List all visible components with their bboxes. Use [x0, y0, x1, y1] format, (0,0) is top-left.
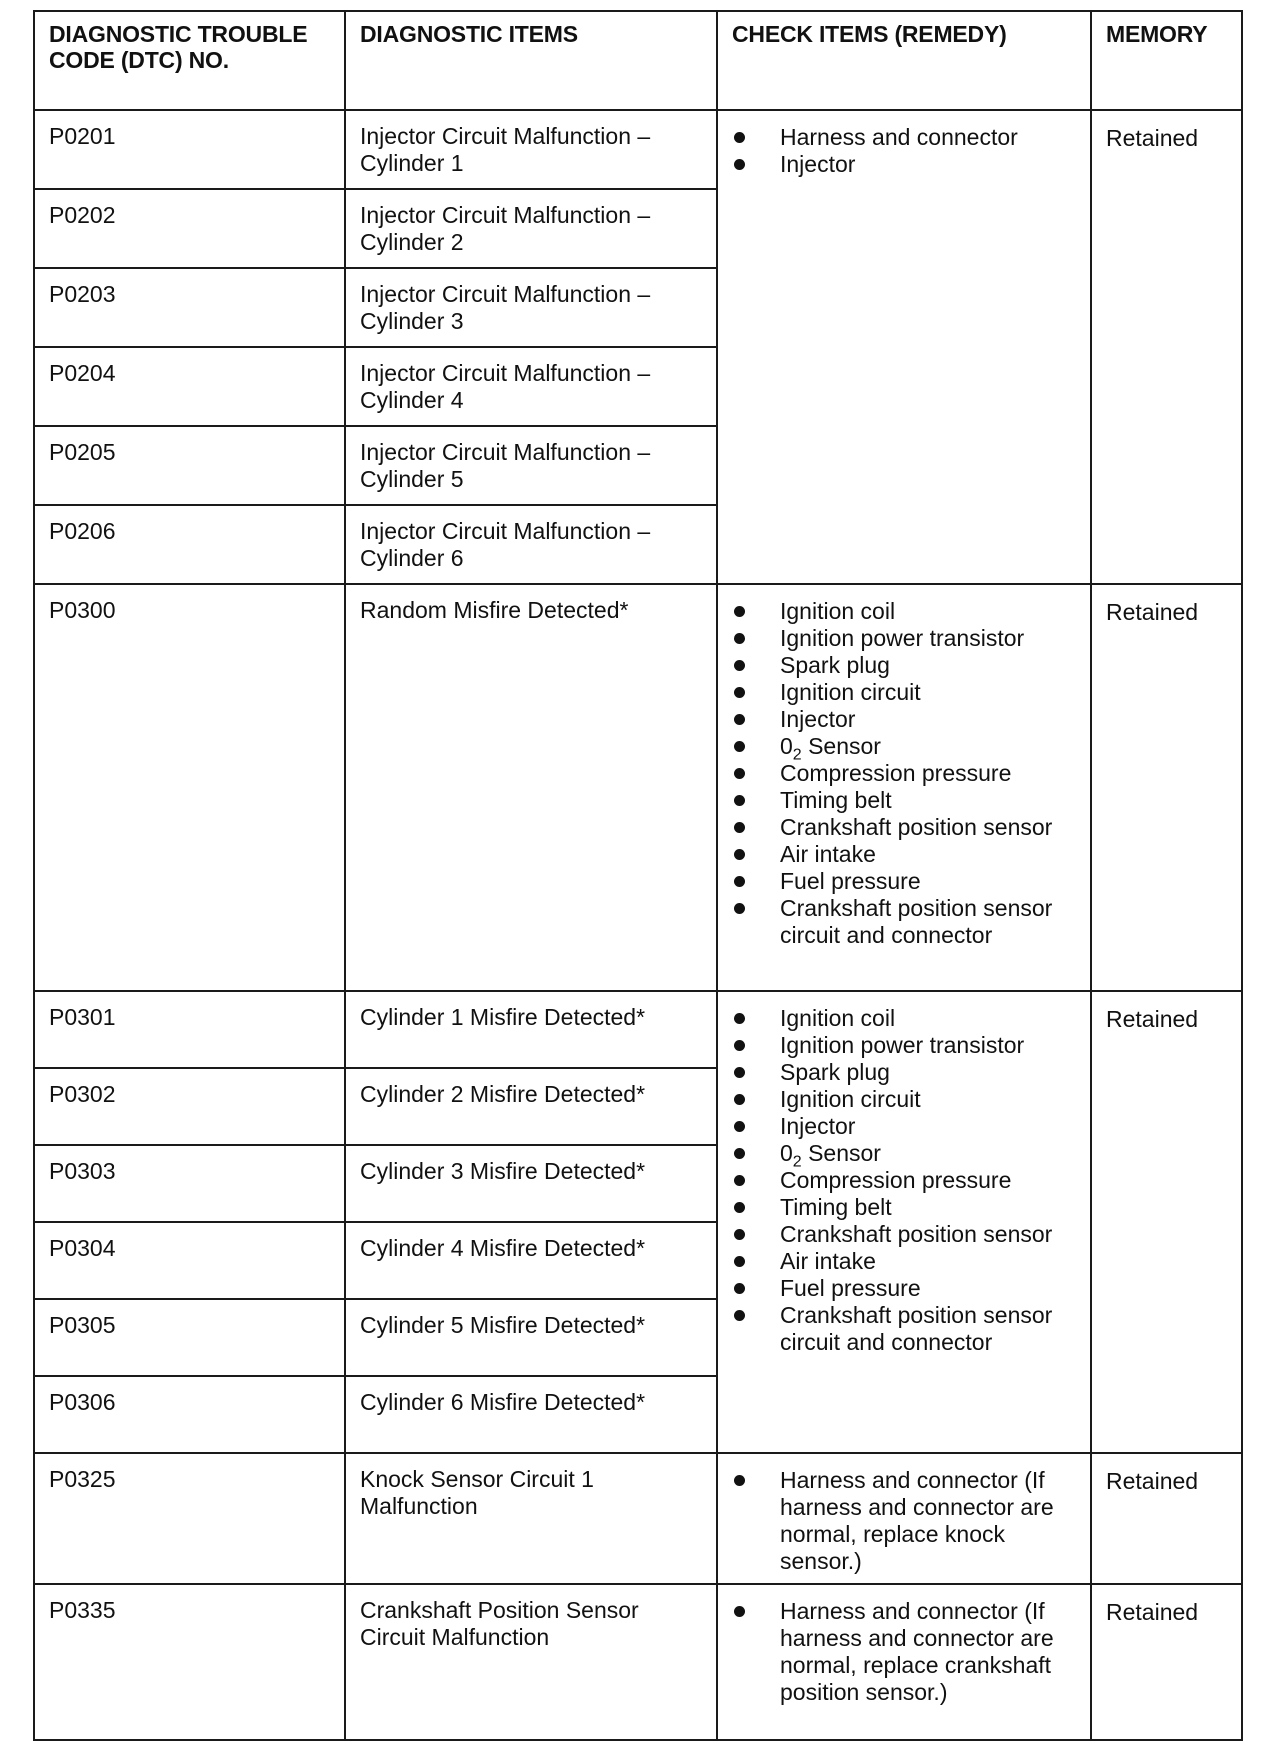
dtc-code: P0325: [34, 1453, 345, 1584]
dtc-code: P0301: [34, 991, 345, 1068]
dtc-code: P0202: [34, 189, 345, 268]
check-item: Ignition circuit: [730, 1086, 1080, 1113]
dtc-code: P0201: [34, 110, 345, 189]
check-item: Ignition coil: [730, 598, 1080, 625]
check-item: Injector: [730, 151, 1080, 178]
table-row: [34, 991, 1242, 1068]
check-item: Ignition power transistor: [730, 625, 1080, 652]
diagnostic-item: Cylinder 4 Misfire Detected*: [345, 1222, 717, 1299]
dtc-code: P0306: [34, 1376, 345, 1453]
memory-value: Retained: [1091, 584, 1242, 991]
check-item: Fuel pressure: [730, 868, 1080, 895]
memory-value: Retained: [1091, 991, 1242, 1453]
diagnostic-item: Injector Circuit Malfunction – Cylinder 1: [345, 110, 717, 189]
diagnostic-item: Random Misfire Detected*: [345, 584, 717, 991]
diagnostic-item: Cylinder 6 Misfire Detected*: [345, 1376, 717, 1453]
o2-subscript: 2: [792, 746, 802, 764]
dtc-table: [33, 10, 1243, 1741]
check-item: Ignition power transistor: [730, 1032, 1080, 1059]
header-memory: MEMORY: [1091, 11, 1242, 110]
check-item: Air intake: [730, 1248, 1080, 1275]
check-item: Crankshaft position sensor: [730, 1221, 1080, 1248]
diagnostic-item: Injector Circuit Malfunction – Cylinder 5: [345, 426, 717, 505]
check-item: Compression pressure: [730, 1167, 1080, 1194]
check-items: [717, 991, 1091, 1453]
memory-value: Retained: [1091, 1453, 1242, 1584]
check-items: [717, 110, 1091, 584]
check-items: [717, 584, 1091, 991]
check-items: [717, 1453, 1091, 1584]
check-item: Harness and connector (If harness and connector are normal, replace crankshaft position sensor.): [730, 1598, 1080, 1706]
check-item: Harness and connector: [730, 124, 1080, 151]
diagnostic-item: Crankshaft Position Sensor Circuit Malfunction: [345, 1584, 717, 1740]
check-items: [717, 1584, 1091, 1740]
dtc-code: P0206: [34, 505, 345, 584]
diagnostic-item: Injector Circuit Malfunction – Cylinder 6: [345, 505, 717, 584]
check-item-o2-sensor: [730, 733, 1080, 764]
check-item: Crankshaft position sensor circuit and connector: [730, 1302, 1080, 1356]
o2-prefix: 0: [780, 1140, 793, 1166]
o2-prefix: 0: [780, 733, 793, 759]
diagnostic-item: Knock Sensor Circuit 1 Malfunction: [345, 1453, 717, 1584]
o2-suffix: Sensor: [801, 733, 881, 759]
o2-suffix: Sensor: [801, 1140, 881, 1166]
diagnostic-item: Injector Circuit Malfunction – Cylinder 4: [345, 347, 717, 426]
check-item-o2-sensor: [730, 1140, 1080, 1171]
dtc-code: P0205: [34, 426, 345, 505]
dtc-code: P0305: [34, 1299, 345, 1376]
check-item: Spark plug: [730, 652, 1080, 679]
o2-subscript: 2: [792, 1153, 802, 1171]
table-row: [34, 584, 1242, 991]
dtc-code: P0203: [34, 268, 345, 347]
check-item: Spark plug: [730, 1059, 1080, 1086]
check-item: Compression pressure: [730, 760, 1080, 787]
diagnostic-item: Cylinder 5 Misfire Detected*: [345, 1299, 717, 1376]
header-dtc-code: DIAGNOSTIC TROUBLE CODE (DTC) NO.: [34, 11, 345, 110]
check-item: Fuel pressure: [730, 1275, 1080, 1302]
dtc-code: P0304: [34, 1222, 345, 1299]
header-diagnostic-items: DIAGNOSTIC ITEMS: [345, 11, 717, 110]
check-item: Crankshaft position sensor circuit and connector: [730, 895, 1080, 949]
diagnostic-item: Cylinder 3 Misfire Detected*: [345, 1145, 717, 1222]
check-item: Harness and connector (If harness and connector are normal, replace knock sensor.): [730, 1467, 1080, 1575]
header-row: [34, 11, 1242, 110]
check-item: Ignition circuit: [730, 679, 1080, 706]
memory-value: Retained: [1091, 110, 1242, 584]
diagnostic-item: Cylinder 2 Misfire Detected*: [345, 1068, 717, 1145]
dtc-code: P0302: [34, 1068, 345, 1145]
check-item: Injector: [730, 706, 1080, 733]
check-item: Air intake: [730, 841, 1080, 868]
table-row: [34, 1584, 1242, 1740]
dtc-code: P0303: [34, 1145, 345, 1222]
diagnostic-item: Injector Circuit Malfunction – Cylinder 3: [345, 268, 717, 347]
dtc-code: P0204: [34, 347, 345, 426]
dtc-code: P0300: [34, 584, 345, 991]
diagnostic-item: Injector Circuit Malfunction – Cylinder 2: [345, 189, 717, 268]
check-item: Timing belt: [730, 787, 1080, 814]
diagnostic-item: Cylinder 1 Misfire Detected*: [345, 991, 717, 1068]
check-item: Ignition coil: [730, 1005, 1080, 1032]
memory-value: Retained: [1091, 1584, 1242, 1740]
check-item: Injector: [730, 1113, 1080, 1140]
header-check-items: CHECK ITEMS (REMEDY): [717, 11, 1091, 110]
check-item: Crankshaft position sensor: [730, 814, 1080, 841]
dtc-code: P0335: [34, 1584, 345, 1740]
check-item: Timing belt: [730, 1194, 1080, 1221]
table-row: [34, 1453, 1242, 1584]
table-row: [34, 110, 1242, 189]
